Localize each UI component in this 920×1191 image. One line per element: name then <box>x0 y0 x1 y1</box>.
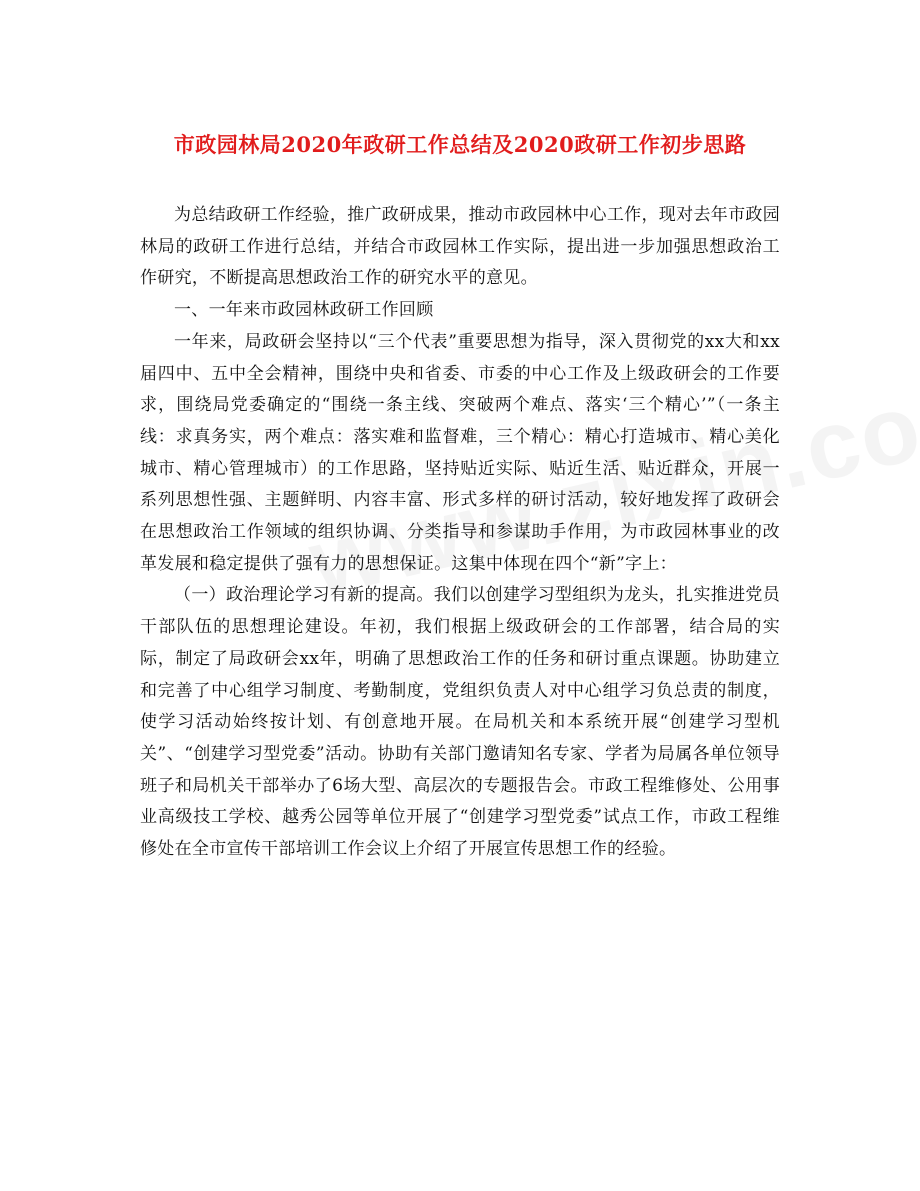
subsection-paragraph: （一）政治理论学习有新的提高。我们以创建学习型组织为龙头，扎实推进党员干部队伍的思想理论建设。年初，我们根据上级政研会的工作部署，结合局的实际，制定了局政研会xx年，明确了思想政治工作的任务和研讨重点课题。协助建立和完善了中心组学习制度、考勤制度，党组织负责人对中心组学习负总责的制度，使学习活动始终按计划、有创意地开展。在局机关和本系统开展“创建学习型机关”、“创建学习型党委”活动。协助有关部门邀请知名专家、学者为局属各单位领导班子和局机关干部举办了6场大型、高层次的专题报告会。市政工程维修处、公用事业高级技工学校、越秀公园等单位开展了“创建学习型党委”试点工作，市政工程维修处在全市宣传干部培训工作会议上介绍了开展宣传思想工作的经验。 <box>140 585 780 860</box>
document-title: 市政园林局2020年政研工作总结及2020政研工作初步思路 <box>173 132 747 157</box>
section-heading: 一、一年来市政园林政研工作回顾 <box>174 300 434 321</box>
document-body <box>140 200 780 866</box>
intro-paragraph: 为总结政研工作经验，推广政研成果，推动市政园林中心工作，现对去年市政园林局的政研工作进行总结，并结合市政园林工作实际，提出进一步加强思想政治工作研究，不断提高思想政治工作的研究水平的意见。 <box>140 205 780 289</box>
review-paragraph: 一年来，局政研会坚持以“三个代表”重要思想为指导，深入贯彻党的xx大和xx届四中、五中全会精神，围绕中央和省委、市委的中心工作及上级政研会的工作要求，围绕局党委确定的“围绕一条主线、突破两个难点、落实‘三个精心’”（一条主线：求真务实，两个难点：落实难和监督难，三个精心：精心打造城市、精心美化城市、精心管理城市）的工作思路，坚持贴近实际、贴近生活、贴近群众，开展一系列思想性强、主题鲜明、内容丰富、形式多样的研讨活动，较好地发挥了政研会在思想政治工作领域的组织协调、分类指导和参谋助手作用，为市政园林事业的改革发展和稳定提供了强有力的思想保证。这集中体现在四个“新”字上： <box>140 331 780 574</box>
